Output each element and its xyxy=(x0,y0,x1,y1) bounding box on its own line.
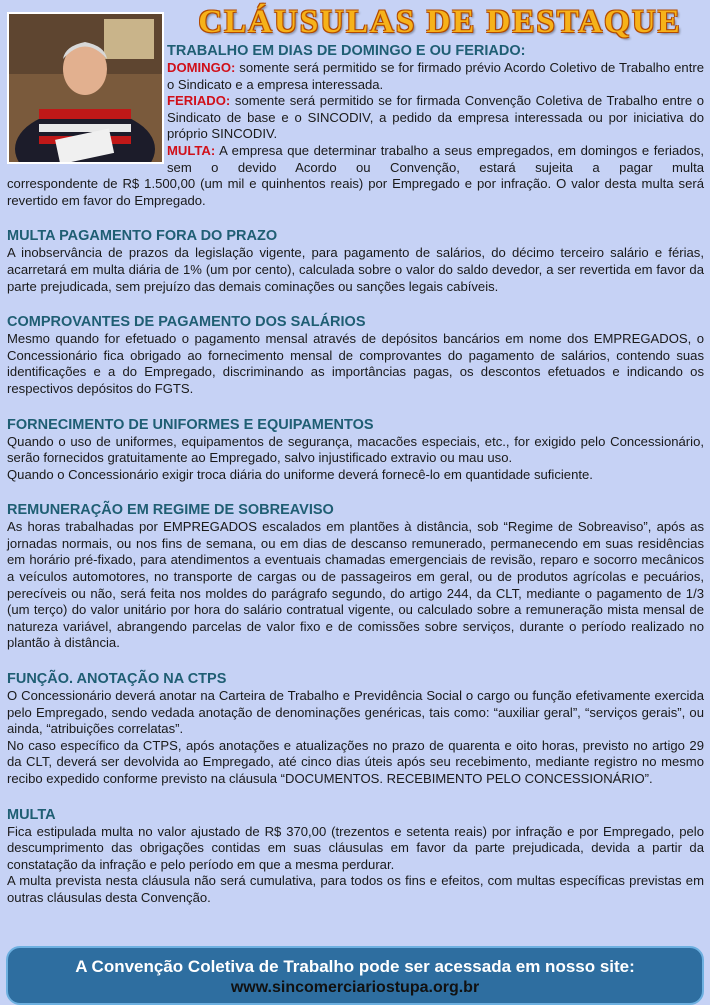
section-domingo xyxy=(167,42,704,176)
heading-ctps: FUNÇÃO. ANOTAÇÃO NA CTPS xyxy=(7,671,227,688)
website-link[interactable]: www.sincomerciariostupa.org.br xyxy=(230,979,480,996)
document-body xyxy=(7,42,704,907)
heading-domingo: TRABALHO EM DIAS DE DOMINGO E OU FERIADO: xyxy=(167,43,526,59)
footer-banner xyxy=(6,946,704,1005)
label-multa-domingo: MULTA: xyxy=(167,142,216,158)
footer-text: A Convenção Coletiva de Trabalho pode ser acessada em nosso site: xyxy=(75,957,635,976)
paragraph-uniformes-1: Quando o uso de uniformes, equipamentos de segurança, macacões especiais, etc., for exigido pelo Concessionário, serão fornecidos gratuitamente ao Empregado, salvo injustificado extravio ou mau uso. xyxy=(7,433,704,466)
heading-multa-prazo: MULTA PAGAMENTO FORA DO PRAZO xyxy=(7,228,278,245)
heading-sobreaviso: REMUNERAÇÃO EM REGIME DE SOBREAVISO xyxy=(7,502,334,519)
heading-uniformes: FORNECIMENTO DE UNIFORMES E EQUIPAMENTOS xyxy=(7,416,374,433)
paragraph-multa-domingo-cont: correspondente de R$ 1.500,00 (um mil e quinhentos reais) por Empregado e por infração. O valor desta multa será revertido em favor do Empregado. xyxy=(7,176,704,208)
paragraph-sobreaviso: As horas trabalhadas por EMPREGADOS escalados em plantões à distância, sob “Regime de Sobreaviso”, após as jornadas normais, ou nos fins de semana, ou em dias de descanso remunerado, permanecendo em suas residências em horário pré-fixado, para atendimentos a eventuais chamadas emergenciais de revisão, reparo e socorro mecânicos a veículos automotores, no transporte de cargas ou de passageiros em geral, ou de produtos agrícolas e pecuários, perecíveis ou não, será feita nos moldes do parágrafo segundo, do artigo 244, da CLT, mediante o pagamento de 1/3 (um terço) do valor unitário por hora do salário contratual vigente, ou calculado sobre a remuneração mista mensal de natureza variável, abrangendo parcelas de valor fixo e de comissões sobre serviços, durante o período realizado no plantão à distância. xyxy=(7,519,704,651)
paragraph-ctps-2: No caso específico da CTPS, após anotações e atualizações no prazo de quarenta e oito horas, previsto no artigo 29 da CLT, deverá ser devolvida ao Empregado, até cinco dias úteis após seu recebimento, mediante registro no mesmo recibo expedido conforme previsto na cláusula “DOCUMENTOS. RECEBIMENTO PELO CONCESSIONÁRIO”. xyxy=(7,737,704,786)
paragraph-feriado xyxy=(167,93,704,143)
paragraph-comprovantes: Mesmo quando for efetuado o pagamento mensal através de depósitos bancários em nome dos EMPREGADOS, o Concessionário fica obrigado ao fornecimento mensal de comprovantes do pagamento de salários, contendo suas identificações e a do Empregado, discriminando as importâncias pagas, os descontos efetuados e indicando os respectivos depósitos do FGTS. xyxy=(7,331,704,396)
paragraph-multa-2: A multa prevista nesta cláusula não será cumulativa, para todos os fins e efeitos, com multas específicas previstas em outras cláusulas desta Convenção. xyxy=(7,873,704,905)
paragraph-ctps-1: O Concessionário deverá anotar na Carteira de Trabalho e Previdência Social o cargo ou função efetivamente exercida pelo Empregado, sendo vedada anotação de denominações genéricas, tais como: “auxiliar geral”, “serviços gerais”, ou ainda, “atribuições correlatas”. xyxy=(7,688,704,737)
paragraph-domingo xyxy=(167,60,704,93)
page-title: CLÁUSULAS DE DESTAQUE xyxy=(198,4,682,40)
paragraph-uniformes-2: Quando o Concessionário exigir troca diária do uniforme deverá fornecê-lo em quantidade suficiente. xyxy=(7,466,593,482)
heading-multa: MULTA xyxy=(7,806,56,823)
paragraph-multa-prazo: A inobservância de prazos da legislação vigente, para pagamento de salários, do décimo terceiro salário e férias, acarretará em multa diária de 1% (um por cento), calculada sobre o valor do saldo devedor, a ser revertida em favor da parte prejudicada, sem prejuízo das demais cominações ou sanções legais cabíveis. xyxy=(7,245,704,294)
text-feriado: somente será permitido se for firmada Convenção Coletiva de Trabalho entre o Sindicato de base e o SINCODIV, a pedido da empresa interessada ou por iniciativa do próprio SINCODIV. xyxy=(167,93,704,142)
paragraph-multa-1: Fica estipulada multa no valor ajustado de R$ 370,00 (trezentos e setenta reais) por infração e por Empregado, pelo descumprimento das obrigações contidas em suas cláusulas em favor da parte prejudicada, devida a partir da constatação da infração e pelo período em que a mesma perdurar. xyxy=(7,823,704,872)
label-domingo: DOMINGO: xyxy=(167,60,236,75)
label-feriado: FERIADO: xyxy=(167,93,231,109)
paragraph-multa-domingo xyxy=(167,143,704,176)
heading-comprovantes: COMPROVANTES DE PAGAMENTO DOS SALÁRIOS xyxy=(7,314,366,331)
text-domingo: somente será permitido se for firmado prévio Acordo Coletivo de Trabalho entre o Sindicato e a empresa interessada. xyxy=(167,60,704,92)
text-multa-domingo: A empresa que determinar trabalho a seus empregados, em domingos e feriados, sem o devido Acordo ou Convenção, estará sujeita a pagar multa xyxy=(167,142,704,175)
